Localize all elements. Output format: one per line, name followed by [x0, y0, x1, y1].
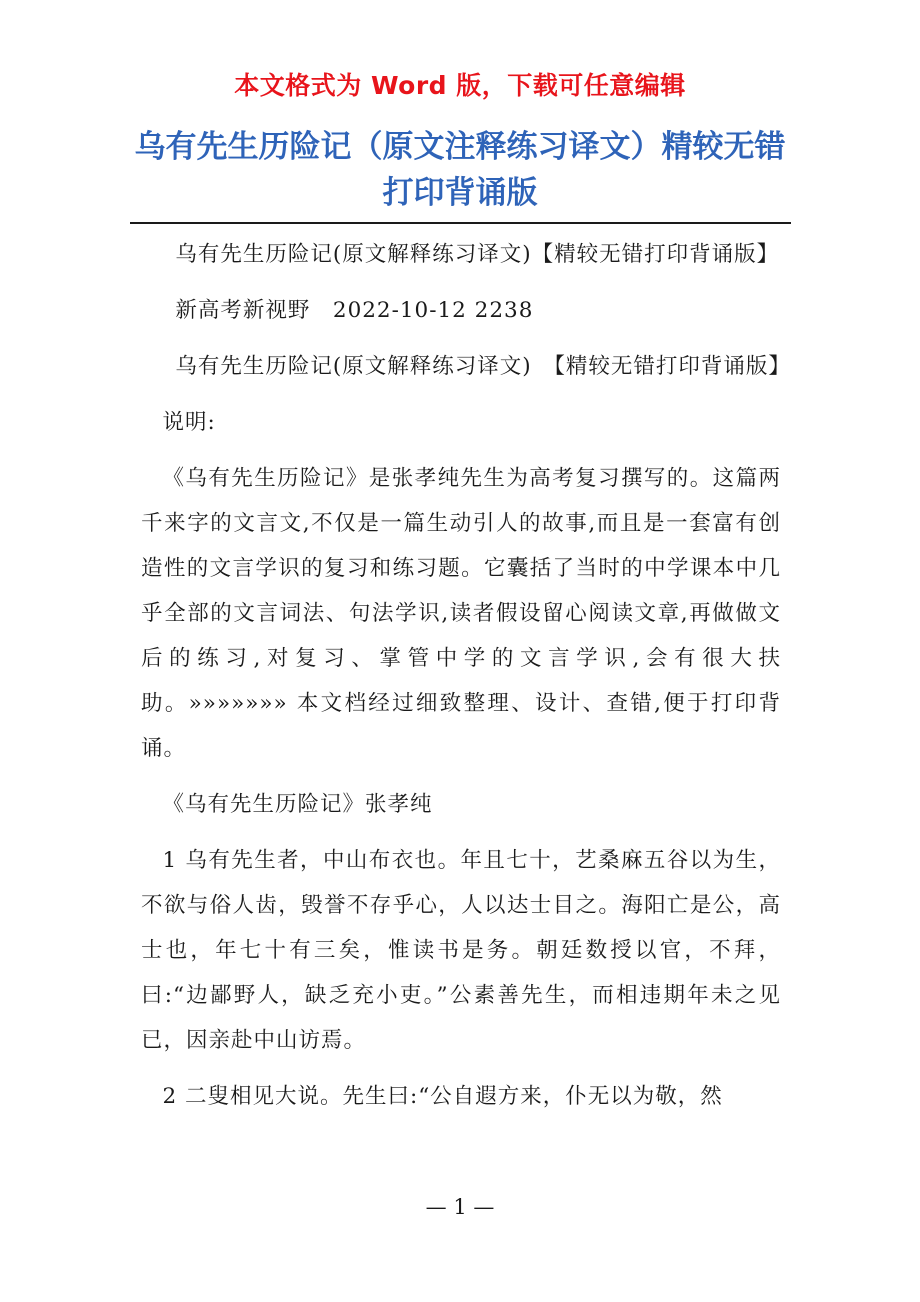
format-notice: 本文格式为 Word 版，下载可任意编辑 — [234, 71, 686, 100]
text-paragraph-1: 1 乌有先生者，中山布衣也。年且七十，艺桑麻五谷以为生，不欲与俗人齿，毁誉不存乎心，人以达士目之。海阳亡是公，高士也，年七十有三矣，惟读书是务。朝廷数授以官，不拜，曰:“边鄙野人，缺乏充小吏。”公素善先生，而相违期年未之见已，因亲赴中山访焉。 — [141, 848, 781, 1053]
subtitle-paragraph: 乌有先生历险记(原文解释练习译文)【精较无错打印背诵版】 — [175, 242, 780, 267]
note-paragraph: 《乌有先生历险记》是张孝纯先生为高考复习撰写的。这篇两千来字的文言文,不仅是一篇生动引人的故事,而且是一套富有创造性的文言学识的复习和练习题。它囊括了当时的中学课本中几乎全部的文言词法、句法学识,读者假设留心阅读文章,再做做文后的练习,对复习、掌管中学的文言学识,会有很大扶助。»»»»»»» 本文档经过细致整理、设计、查错,便于打印背诵。 — [141, 466, 781, 761]
title-divider — [130, 222, 791, 224]
note-heading: 说明: — [162, 410, 216, 435]
document-title: 乌有先生历险记（原文注释练习译文）精较无错打印背诵版 — [134, 129, 786, 211]
page-number: — 1 — — [425, 1195, 495, 1219]
text-paragraph-2: 2 二叟相见大说。先生曰:“公自遐方来，仆无以为敬，然 — [162, 1084, 723, 1109]
subtitle-repeat-paragraph: 乌有先生历险记(原文解释练习译文) 【精较无错打印背诵版】 — [175, 354, 791, 379]
source-date-line: 新高考新视野 2022-10-12 2238 — [175, 298, 534, 323]
text-title-line: 《乌有先生历险记》张孝纯 — [162, 792, 433, 817]
document-body — [141, 232, 791, 1130]
